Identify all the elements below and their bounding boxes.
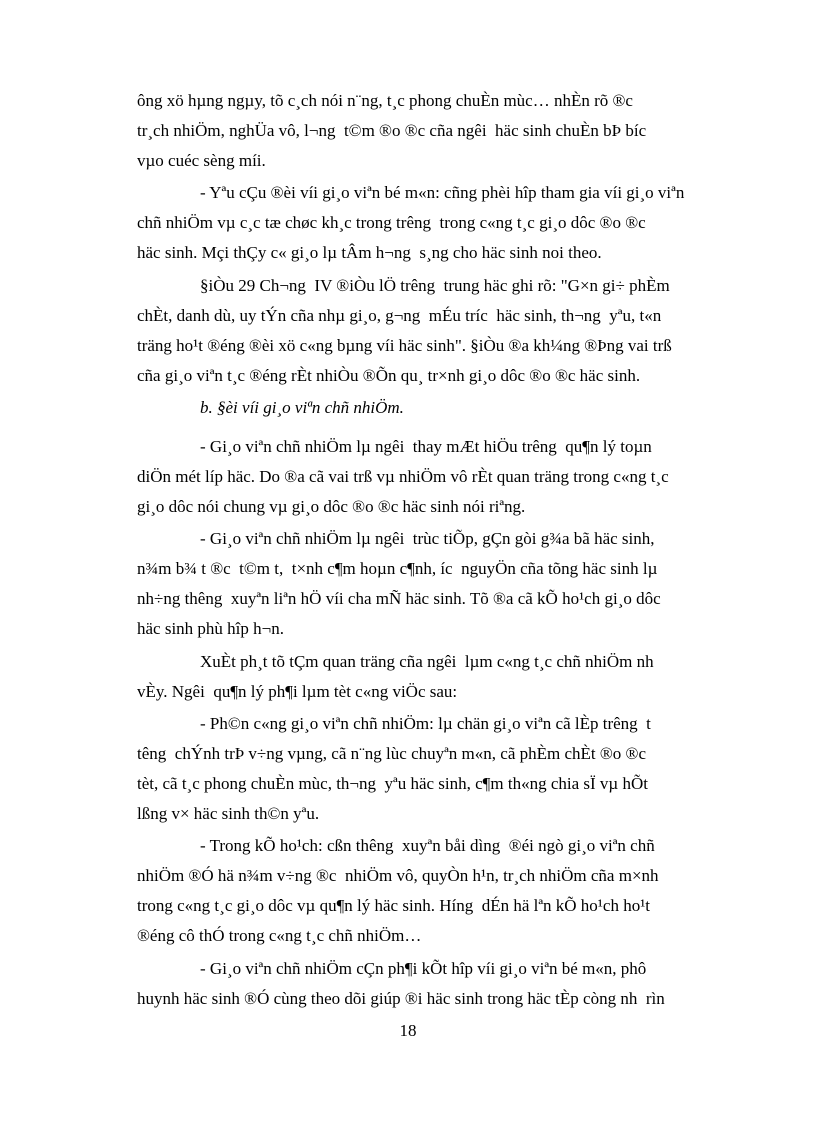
text-line: n¾m b¾ t ®c t©m t, t×nh c¶m hoµn c¶nh, íc nguyÖn cña tõng häc sinh lµ xyxy=(137,559,658,578)
paragraph xyxy=(137,178,771,268)
text-line: huynh häc sinh ®Ó cùng theo dõi giúp ®i häc sinh trong häc tÈp còng nh rìn xyxy=(137,989,665,1008)
text-line: träng ho¹t ®éng ®èi xö c«ng bµng víi häc sinh". §iÒu ®a kh¼ng ®Þng vai trß xyxy=(137,336,672,355)
text-line: ®éng cô thÓ trong c«ng t¸c chñ nhiÖm… xyxy=(137,926,422,945)
paragraph xyxy=(137,831,771,951)
text-line: ông xö hµng ngµy, tõ c¸ch nói n¨ng, t¸c phong chuÈn mùc… nhÈn rõ ®c xyxy=(137,91,633,110)
text-line: häc sinh. Mçi thÇy c« gi¸o lµ tÂm h¬ng s¸ng cho häc sinh noi theo. xyxy=(137,243,602,262)
text-line: cña gi¸o viªn t¸c ®éng rÈt nhiÒu ®Õn qu¸ tr×nh gi¸o dôc ®o ®c häc sinh. xyxy=(137,366,641,385)
text-line: XuÈt ph¸t tõ tÇm quan träng cña ngêi lµm c«ng t¸c chñ nhiÖm nh xyxy=(200,652,654,671)
paragraph xyxy=(137,524,771,644)
text-line: nhiÖm ®Ó hä n¾m v÷ng ®c nhiÖm vô, quyÒn h¹n, tr¸ch nhiÖm cña m×nh xyxy=(137,866,659,885)
section-heading xyxy=(137,393,771,423)
paragraph xyxy=(137,954,771,1014)
paragraph xyxy=(137,432,771,522)
text-line: - Gi¸o viªn chñ nhiÖm lµ ngêi trùc tiÕp, gÇn gòi g¾a bã häc sinh, xyxy=(200,529,655,548)
text-line: - Yªu cÇu ®èi víi gi¸o viªn bé m«n: cñng phèi hîp tham gia víi gi¸o viªn xyxy=(200,183,685,202)
text-line: trong c«ng t¸c gi¸o dôc vµ qu¶n lý häc sinh. Híng dÉn hä lªn kÕ ho¹ch ho¹t xyxy=(137,896,651,915)
text-line: tr¸ch nhiÖm, nghÜa vô, l¬ng t©m ®o ®c cña ngêi häc sinh chuÈn bÞ bíc xyxy=(137,121,647,140)
text-line: lßng v× häc sinh th©n yªu. xyxy=(137,804,320,823)
text-line: vµo cuéc sèng míi. xyxy=(137,151,266,170)
text-line: chÈt, danh dù, uy tÝn cña nhµ gi¸o, g¬ng mÉu tríc häc sinh, th¬ng yªu, t«n xyxy=(137,306,662,325)
text-line: - Gi¸o viªn chñ nhiÖm lµ ngêi thay mÆt hiÖu trêng qu¶n lý toµn xyxy=(200,437,652,456)
paragraph xyxy=(137,709,771,829)
text-line: vÈy. Ngêi qu¶n lý ph¶i lµm tèt c«ng viÖc sau: xyxy=(137,682,458,701)
text-line: - Ph©n c«ng gi¸o viªn chñ nhiÖm: lµ chän gi¸o viªn cã lÈp trêng t xyxy=(200,714,651,733)
text-line: - Gi¸o viªn chñ nhiÖm cÇn ph¶i kÕt hîp víi gi¸o viªn bé m«n, phô xyxy=(200,959,647,978)
paragraph xyxy=(137,86,771,176)
text-line: nh÷ng thêng xuyªn liªn hÖ víi cha mÑ häc sinh. Tõ ®a cã kÕ ho¹ch gi¸o dôc xyxy=(137,589,661,608)
text-line: häc sinh phù hîp h¬n. xyxy=(137,619,284,638)
text-line: chñ nhiÖm vµ c¸c tæ chøc kh¸c trong trêng trong c«ng t¸c gi¸o dôc ®o ®c xyxy=(137,213,646,232)
paragraph xyxy=(137,647,771,707)
text-line: b. §èi víi gi¸o viªn chñ nhiÖm. xyxy=(200,398,404,417)
text-line: tèt, cã t¸c phong chuÈn mùc, th¬ng yªu häc sinh, c¶m th«ng chia sÏ vµ hÕt xyxy=(137,774,648,793)
text-line: - Trong kÕ ho¹ch: cßn thêng xuyªn båi dìng ®éi ngò gi¸o viªn chñ xyxy=(200,836,655,855)
text-line: §iÒu 29 Ch¬ng IV ®iÒu lÖ trêng trung häc ghi rõ: "G×n gi÷ phÈm xyxy=(200,276,670,295)
paragraph xyxy=(137,271,771,391)
page-number: 18 xyxy=(399,1021,417,1040)
text-line: gi¸o dôc nói chung vµ gi¸o dôc ®o ®c häc sinh nói riªng. xyxy=(137,497,526,516)
text-line: têng chÝnh trÞ v÷ng vµng, cã n¨ng lùc chuyªn m«n, cã phÈm chÈt ®o ®c xyxy=(137,744,647,763)
text-line: diÖn mét líp häc. Do ®a cã vai trß vµ nhiÖm vô rÈt quan träng trong c«ng t¸c xyxy=(137,467,669,486)
